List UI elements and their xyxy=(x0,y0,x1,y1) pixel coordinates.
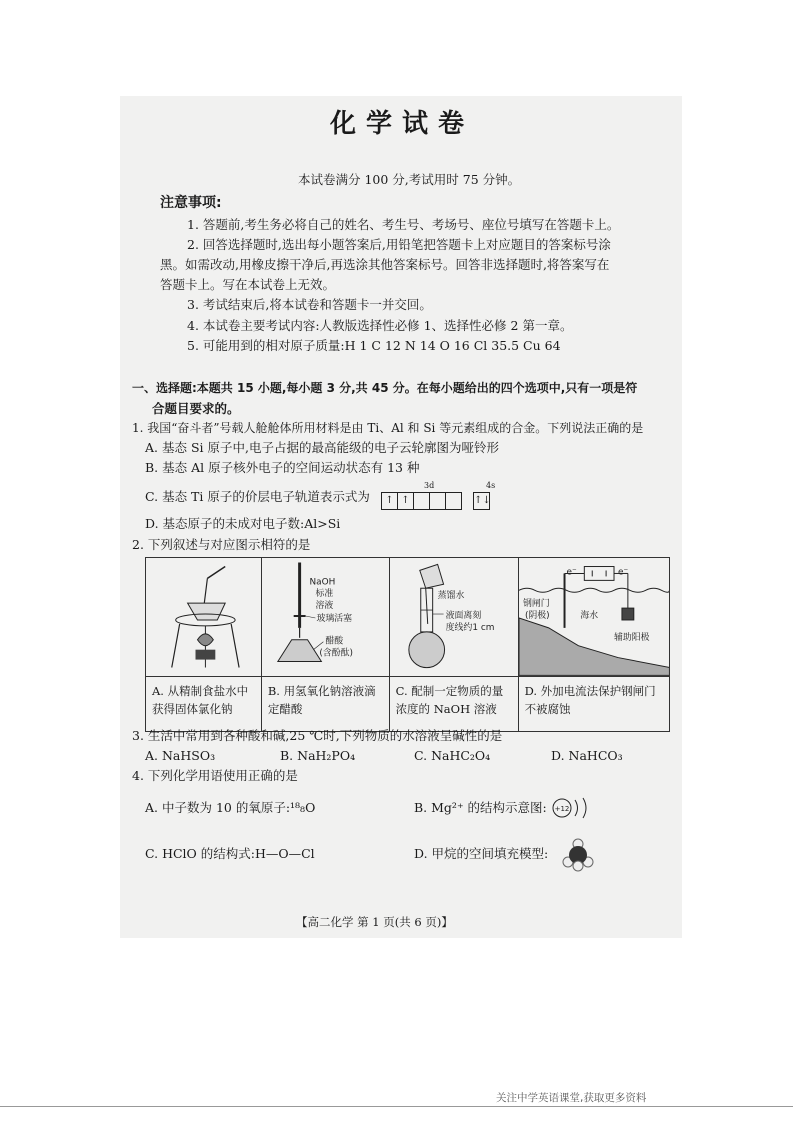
fig-b-cell xyxy=(261,558,389,677)
exam-subtitle: 本试卷满分 100 分,考试用时 75 分钟。 xyxy=(298,172,521,187)
watermark-text: 关注中学英语课堂,获取更多资料 xyxy=(496,1092,647,1104)
fig-d-label-plus: e⁻ xyxy=(617,567,628,578)
q2-figure-table xyxy=(145,557,670,732)
q2-stem: 2. 下列叙述与对应图示相符的是 xyxy=(132,537,311,552)
fig-c-label-level-1: 液面离刻 xyxy=(445,610,481,621)
notice-heading: 注意事项: xyxy=(160,195,222,211)
q1-option-a: A. 基态 Si 原子中,电子占据的最高能级的电子云轮廓图为哑铃形 xyxy=(145,440,499,455)
q4-option-d: D. 甲烷的空间填充模型: xyxy=(414,846,549,861)
fig-c-label-water: 蒸馏水 xyxy=(437,591,464,602)
orbital-diagram xyxy=(381,492,489,510)
q4-option-a: A. 中子数为 10 的氧原子:¹⁸₈O xyxy=(145,800,316,815)
notice-line-5: 3. 考试结束后,将本试卷和答题卡一并交回。 xyxy=(187,297,432,312)
q1-option-d: D. 基态原子的未成对电子数:Al>Si xyxy=(145,516,341,531)
page-footer: 【高二化学 第 1 页(共 6 页)】 xyxy=(296,915,453,929)
orbital-box-3d-4 xyxy=(429,492,446,510)
fig-a-caption: A. 从精制食盐水中获得固体氯化钠 xyxy=(146,677,262,732)
notice-line-1: 1. 答题前,考生务必将自己的姓名、考生号、考场号、座位号填写在答题卡上。 xyxy=(187,217,620,232)
orbital-label-4s: 4s xyxy=(486,481,496,490)
fig-b-label-acetic-acid: 醋酸 xyxy=(325,636,343,647)
mg-ion-structure-icon xyxy=(550,794,594,822)
fig-d-label-cathode: (阴极) xyxy=(524,610,550,621)
q3-option-a: A. NaHSO₃ xyxy=(145,748,216,763)
fig-a-cell xyxy=(146,558,262,677)
section-heading-line-1: 一、选择题:本题共 15 小题,每小题 3 分,共 45 分。在每小题给出的四个选项中,只有一项是符 xyxy=(132,381,638,395)
fig-b-label-phenolphthalein: (含酚酞) xyxy=(319,648,353,659)
fig-b-label-naoh: NaOH xyxy=(309,577,336,588)
methane-model-icon xyxy=(560,838,596,872)
cathodic-protection-icon xyxy=(519,558,669,676)
notice-line-2: 2. 回答选择题时,选出每小题答案后,用铅笔把答题卡上对应题目的答案标号涂 xyxy=(187,237,611,252)
q3-stem: 3. 生活中常用到各种酸和碱,25 ℃时,下列物质的水溶液呈碱性的是 xyxy=(132,728,503,743)
q1-option-b: B. 基态 Al 原子核外电子的空间运动状态有 13 种 xyxy=(145,460,420,475)
fig-d-cell xyxy=(518,558,669,677)
notice-line-6: 4. 本试卷主要考试内容:人教版选择性必修 1、选择性必修 2 第一章。 xyxy=(187,318,573,333)
fig-c-caption: C. 配制一定物质的量浓度的 NaOH 溶液 xyxy=(389,677,518,732)
orbital-box-4s: ↑↓ xyxy=(473,492,490,510)
fig-c-label-level-2: 度线约1 cm xyxy=(445,622,495,633)
orbital-box-3d-5 xyxy=(445,492,462,510)
bottom-divider xyxy=(0,1106,793,1107)
q3-option-d: D. NaHCO₃ xyxy=(551,748,623,763)
fig-b-label-stopcock: 玻璃活塞 xyxy=(316,613,352,624)
fig-b-caption: B. 用氢氧化钠溶液滴定醋酸 xyxy=(261,677,389,732)
fig-d-caption: D. 外加电流法保护钢闸门不被腐蚀 xyxy=(518,677,669,732)
q3-option-b: B. NaH₂PO₄ xyxy=(280,748,356,763)
mg-nucleus-label: +12 xyxy=(554,805,570,813)
orbital-box-3d-3 xyxy=(413,492,430,510)
orbital-label-3d: 3d xyxy=(424,481,435,490)
q1-stem: 1. 我国“奋斗者”号载人舱舱体所用材料是由 Ti、Al 和 Si 等元素组成的合金。下列说法正确的是 xyxy=(132,421,644,435)
q4-option-c: C. HClO 的结构式:H—O—Cl xyxy=(145,846,315,861)
notice-line-4: 答题卡上。写在本试卷上无效。 xyxy=(160,277,336,292)
fig-d-label-anode: 辅助阳极 xyxy=(613,632,650,643)
fig-b-label-solution: 溶液 xyxy=(315,601,334,612)
fig-d-label-minus: e⁻ xyxy=(566,567,577,578)
orbital-box-3d-2: ↑ xyxy=(397,492,414,510)
notice-line-3: 黑。如需改动,用橡皮擦干净后,再选涂其他答案标号。回答非选择题时,将答案写在 xyxy=(160,257,610,272)
section-heading-line-2: 合题目要求的。 xyxy=(152,401,240,416)
q1-option-c: C. 基态 Ti 原子的价层电子轨道表示式为 xyxy=(145,489,370,504)
q4-option-b: B. Mg²⁺ 的结构示意图: xyxy=(414,800,547,815)
fig-d-label-seawater: 海水 xyxy=(579,610,598,621)
q4-stem: 4. 下列化学用语使用正确的是 xyxy=(132,768,298,783)
fig-c-cell xyxy=(389,558,518,677)
q3-option-c: C. NaHC₂O₄ xyxy=(414,748,491,763)
volumetric-flask-icon xyxy=(390,558,518,676)
notice-line-7: 5. 可能用到的相对原子质量:H 1 C 12 N 14 O 16 Cl 35.5 Cu 64 xyxy=(187,338,561,353)
orbital-box-3d-1: ↑ xyxy=(381,492,398,510)
page-title: 化学试卷 xyxy=(330,109,475,139)
fig-d-label-gate: 钢闸门 xyxy=(522,599,550,610)
evaporation-apparatus-icon xyxy=(146,558,261,676)
fig-b-label-standard: 标准 xyxy=(315,589,334,600)
titration-apparatus-icon xyxy=(262,558,389,676)
